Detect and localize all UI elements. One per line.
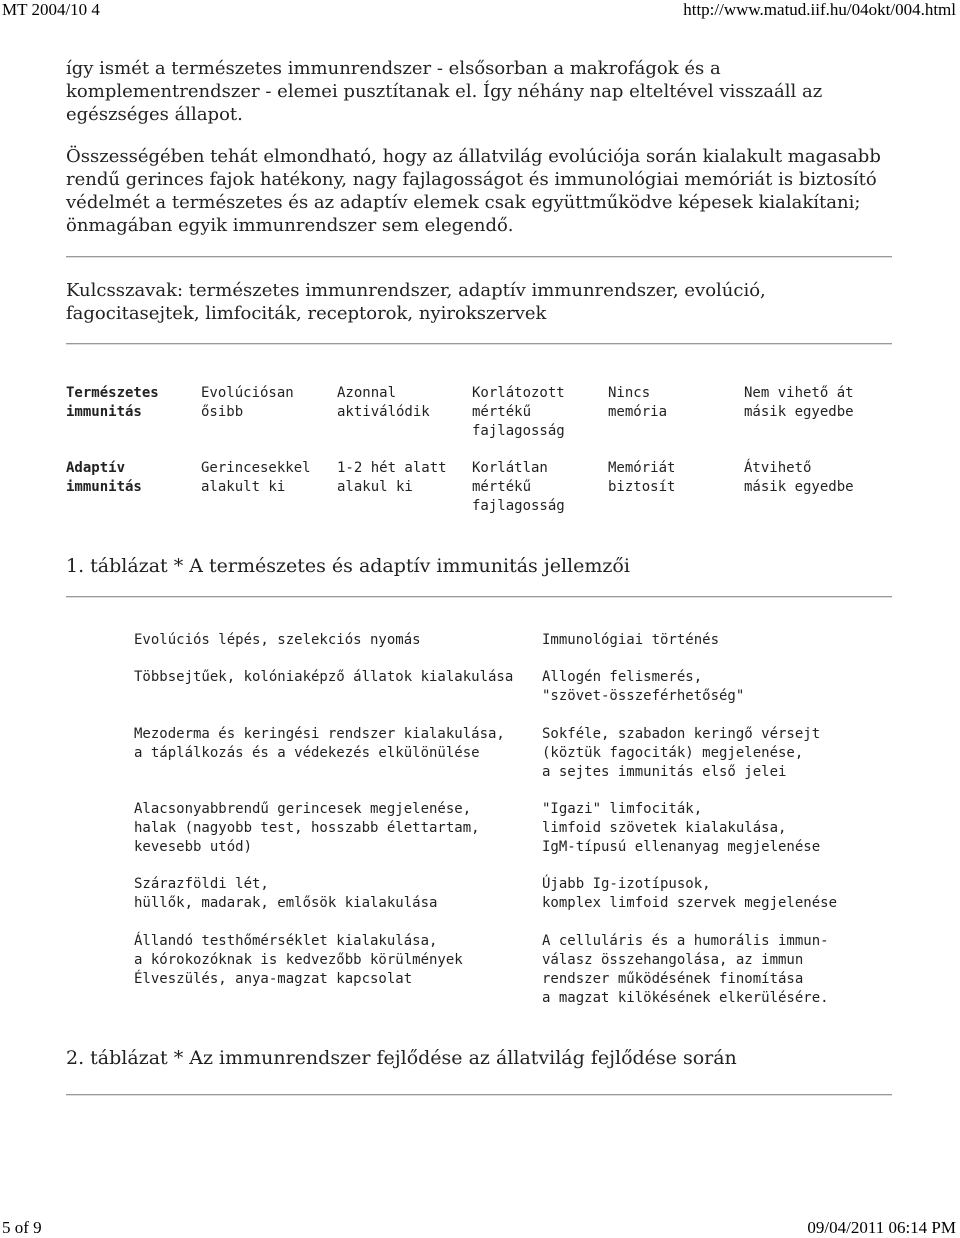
divider [66, 343, 892, 345]
table-cell: Evolúciós lépés, szelekciós nyomás [134, 632, 421, 648]
table-cell: "Igazi" limfociták, limfoid szövetek kialakulása, IgM-típusú ellenanyag megjelenése [542, 801, 821, 855]
table-cell: 1-2 hét alatt alakul ki [337, 460, 447, 495]
table-1-caption: 1. táblázat * A természetes és adaptív immunitás jellemzői [66, 555, 630, 577]
table-row [66, 459, 896, 534]
table-row [66, 384, 896, 459]
table-cell: Allogén felismerés, "szövet-összeférhetőség" [542, 669, 745, 704]
table-cell: Adaptív immunitás [66, 460, 142, 495]
paragraph-1: így ismét a természetes immunrendszer - elsősorban a makrofágok és a komplementrendszer - elemei pusztítanak el. Így néhány nap elteltével visszaáll az egészséges állapot. [66, 58, 823, 125]
table-cell: A celluláris és a humorális immun- válasz összehangolása, az immun rendszer működésének finomítása a magzat kilökésének elkerülésére. [542, 933, 829, 1006]
table-row [134, 725, 894, 800]
table-1 [66, 384, 896, 534]
table-cell: Szárazföldi lét, hüllők, madarak, emlősök kialakulása [134, 876, 438, 911]
table-cell: Korlátlan mértékű fajlagosság [472, 460, 565, 514]
table-cell: Természetes immunitás [66, 385, 159, 420]
table-cell: Memóriát biztosít [608, 460, 676, 495]
page-counter: 5 of 9 [2, 1218, 42, 1237]
table-cell: Evolúciósan ősibb [201, 385, 294, 420]
table-cell: Alacsonyabbrendű gerincesek megjelenése, halak (nagyobb test, hosszabb élettartam, kevesebb utód) [134, 801, 480, 855]
table-cell: Gerincesekkel alakult ki [201, 460, 311, 495]
table-cell: Azonnal aktiválódik [337, 385, 430, 420]
keywords-paragraph: Kulcsszavak: természetes immunrendszer, adaptív immunrendszer, evolúció, fagocitasejtek, limfociták, receptorok, nyirokszervek [66, 280, 766, 324]
table-cell: Többsejtűek, kolóniaképző állatok kialakulása [134, 669, 514, 685]
table-cell: Nem vihető át másik egyedbe [744, 385, 854, 420]
divider [66, 1094, 892, 1096]
table-row [134, 800, 894, 875]
table-cell: Korlátozott mértékű fajlagosság [472, 385, 565, 439]
divider [66, 596, 892, 598]
table-cell: Mezoderma és keringési rendszer kialakulása, a táplálkozás és a védekezés elkülönülése [134, 726, 505, 761]
table-row [134, 875, 894, 932]
table-row [134, 668, 894, 725]
table-cell: Állandó testhőmérséklet kialakulása, a kórokozóknak is kedvezőbb körülmények Élveszülés, anya-magzat kapcsolat [134, 933, 463, 987]
print-timestamp: 09/04/2011 06:14 PM [807, 1218, 956, 1237]
header-url: http://www.matud.iif.hu/04okt/004.html [683, 0, 956, 19]
table-2-caption: 2. táblázat * Az immunrendszer fejlődése az állatvilág fejlődése során [66, 1047, 737, 1069]
paragraph-2: Összességében tehát elmondható, hogy az állatvilág evolúciója során kialakult magasabb rendű gerinces fajok hatékony, nagy fajlagosságot és immunológiai memóriát is biztosító védelmét a természetes és az adaptív elemek csak együttműködve képesek kialakítani; önmagában egyik immunrendszer sem elegendő. [66, 146, 881, 236]
table-2 [134, 631, 894, 1008]
table-cell: Nincs memória [608, 385, 668, 420]
table-cell: Immunológiai történés [542, 632, 720, 648]
table-cell: Átvihető másik egyedbe [744, 460, 854, 495]
table-cell: Sokféle, szabadon keringő vérsejt (köztük fagociták) megjelenése, a sejtes immunitás első jelei [542, 726, 821, 780]
header-left: MT 2004/10 4 [2, 0, 100, 19]
table-cell: Újabb Ig-izotípusok, komplex limfoid szervek megjelenése [542, 876, 838, 911]
divider [66, 256, 892, 258]
table-row [134, 932, 894, 1008]
table-row [134, 631, 894, 668]
